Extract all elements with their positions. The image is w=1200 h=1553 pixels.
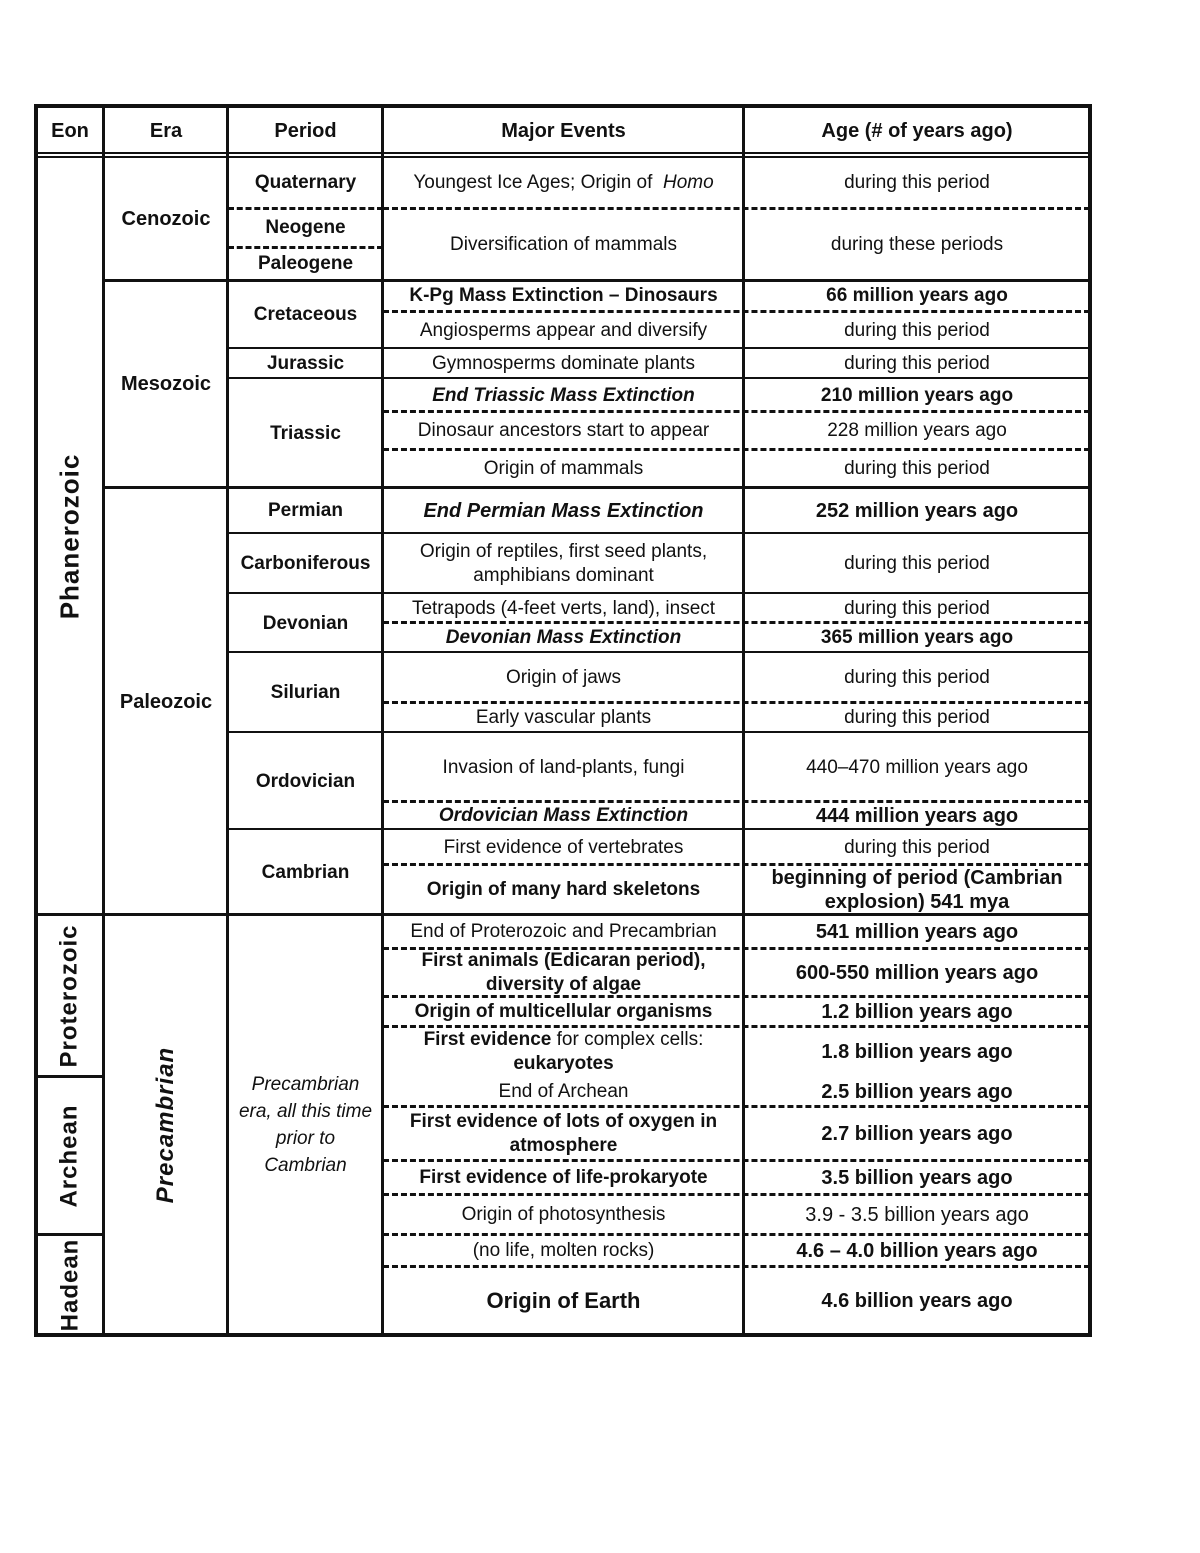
grid-line (104, 913, 1090, 916)
event-cell: Youngest Ice Ages; Origin of Homo (413, 172, 714, 193)
period-permian: Permian (268, 500, 343, 521)
eon-proterozoic: Proterozoic (56, 924, 83, 1068)
age-cell: 440–470 million years ago (806, 756, 1028, 778)
grid-line (381, 104, 384, 1335)
age-cell: during this period (844, 353, 990, 374)
event-cell: First evidence of life-prokaryote (419, 1167, 708, 1188)
grid-line (36, 1075, 104, 1078)
grid-line (383, 995, 1090, 998)
age-cell: during this period (844, 319, 990, 341)
event-cell: Origin of photosynthesis (461, 1204, 666, 1225)
event-cell: Angiosperms appear and diversify (419, 319, 708, 341)
grid-line (383, 621, 1090, 624)
event-cell: First evidence of vertebrates (443, 836, 684, 858)
event-cell: Ordovician Mass Extinction (438, 805, 689, 826)
age-cell: 365 million years ago (820, 627, 1014, 648)
grid-line (228, 246, 383, 249)
header-age: Age (# of years ago) (821, 120, 1013, 142)
age-cell: 66 million years ago (826, 285, 1008, 306)
period-quaternary: Quaternary (254, 172, 357, 193)
event-cell: End Permian Mass Extinction (423, 500, 704, 522)
age-cell: during this period (844, 836, 990, 858)
header-period: Period (274, 120, 337, 142)
grid-line (226, 104, 229, 1335)
period-jurassic: Jurassic (266, 353, 345, 374)
event-cell: End of Archean (498, 1081, 629, 1102)
period-devonian: Devonian (262, 612, 349, 634)
event-cell: End of Proterozoic and Precambrian (410, 921, 717, 942)
eon-hadean: Hadean (56, 1238, 84, 1332)
grid-line (383, 1025, 1090, 1028)
event-cell: Dinosaur ancestors start to appear (417, 420, 710, 441)
era-mesozoic: Mesozoic (120, 373, 212, 395)
age-cell: during this period (844, 707, 990, 728)
event-cell: Origin of mammals (483, 458, 644, 479)
age-cell: during these periods (830, 233, 1004, 255)
eon-phanerozoic: Phanerozoic (54, 453, 85, 619)
grid-line (383, 1193, 1090, 1196)
age-cell: 210 million years ago (820, 384, 1014, 406)
grid-line (102, 104, 105, 1335)
eon-archean: Archean (56, 1104, 84, 1208)
era-paleozoic: Paleozoic (119, 690, 213, 713)
grid-line (34, 104, 38, 1335)
grid-line (104, 279, 1090, 282)
era-cenozoic: Cenozoic (121, 207, 211, 230)
grid-line (383, 1233, 1090, 1236)
age-cell: 3.9 - 3.5 billion years ago (805, 1204, 1029, 1226)
age-cell: 4.6 – 4.0 billion years ago (796, 1240, 1038, 1262)
grid-line (34, 104, 1092, 108)
event-cell: Gymnosperms dominate plants (432, 353, 695, 374)
period-ordovician: Ordovician (255, 770, 356, 792)
grid-line (104, 486, 1090, 489)
period-triassic: Triassic (270, 422, 341, 444)
age-cell: during this period (844, 597, 990, 619)
age-cell: 600-550 million years ago (795, 962, 1039, 984)
period-cretaceous: Cretaceous (253, 303, 358, 325)
age-cell: 2.7 billion years ago (821, 1123, 1013, 1145)
grid-line (383, 1105, 1090, 1108)
grid-line (228, 207, 383, 210)
event-cell: Origin of jaws (505, 667, 622, 688)
event-cell: (no life, molten rocks) (472, 1240, 655, 1261)
grid-line (228, 347, 1090, 349)
event-cell: Origin of reptiles, first seed plants, amphibians dominant (419, 541, 708, 586)
grid-line (383, 800, 1090, 803)
grid-line (383, 1159, 1090, 1162)
event-cell: Origin of multicellular organisms (414, 1001, 713, 1022)
grid-line (1088, 104, 1092, 1335)
event-cell: Invasion of land-plants, fungi (442, 756, 685, 778)
event-cell: First evidence of lots of oxygen in atmosphere (409, 1111, 718, 1156)
grid-line (383, 448, 1090, 451)
grid-line (228, 592, 1090, 594)
age-cell: 2.5 billion years ago (821, 1081, 1013, 1103)
grid-line (383, 863, 1090, 866)
period-carboniferous: Carboniferous (240, 553, 371, 574)
event-cell: Origin of many hard skeletons (426, 879, 701, 900)
grid-line (742, 104, 745, 1335)
event-cell: K-Pg Mass Extinction – Dinosaurs (409, 285, 718, 306)
grid-line (36, 913, 104, 916)
period-paleogene: Paleogene (257, 252, 354, 274)
grid-line (36, 156, 1090, 158)
grid-line (36, 152, 1090, 154)
event-cell: Early vascular plants (475, 707, 652, 728)
grid-line (383, 1265, 1090, 1268)
grid-line (383, 207, 1090, 210)
grid-line (228, 828, 1090, 830)
grid-line (228, 532, 1090, 534)
age-cell: 4.6 billion years ago (821, 1290, 1013, 1312)
header-major-events: Major Events (501, 120, 626, 142)
grid-line (34, 1333, 1092, 1337)
event-cell: Devonian Mass Extinction (445, 627, 682, 648)
age-cell: 444 million years ago (815, 805, 1019, 827)
event-cell: First evidence for complex cells: eukaryotes (423, 1029, 704, 1074)
grid-line (228, 731, 1090, 733)
age-cell: 3.5 billion years ago (821, 1167, 1013, 1189)
event-cell: Tetrapods (4-feet verts, land), insect (411, 597, 716, 619)
grid-line (228, 651, 1090, 653)
period-silurian: Silurian (270, 682, 341, 703)
age-cell: during this period (844, 458, 990, 479)
event-cell: First animals (Edicaran period), diversity of algae (421, 950, 706, 995)
grid-line (383, 701, 1090, 704)
grid-line (383, 947, 1090, 950)
age-cell: beginning of period (Cambrian explosion) 541 mya (771, 867, 1063, 913)
event-cell: Diversification of mammals (450, 233, 677, 255)
age-cell: during this period (844, 553, 990, 574)
era-precambrian: Precambrian (152, 1046, 179, 1204)
age-cell: during this period (844, 667, 990, 688)
period-neogene: Neogene (265, 217, 346, 238)
age-cell: 228 million years ago (827, 420, 1007, 441)
grid-line (383, 310, 1090, 313)
age-cell: during this period (844, 172, 990, 193)
event-cell: End Triassic Mass Extinction (432, 384, 695, 406)
header-eon: Eon (51, 120, 89, 142)
event-cell: Origin of Earth (486, 1288, 641, 1313)
age-cell: 252 million years ago (815, 500, 1019, 522)
grid-line (228, 377, 1090, 379)
period-cambrian: Cambrian (261, 861, 350, 883)
precambrian-note: Precambrian era, all this time prior to Cambrian (238, 1074, 373, 1176)
grid-line (36, 1233, 104, 1236)
age-cell: 1.8 billion years ago (821, 1041, 1013, 1063)
age-cell: 541 million years ago (815, 921, 1019, 943)
header-era: Era (149, 120, 183, 142)
grid-line (383, 410, 1090, 413)
age-cell: 1.2 billion years ago (821, 1001, 1013, 1023)
